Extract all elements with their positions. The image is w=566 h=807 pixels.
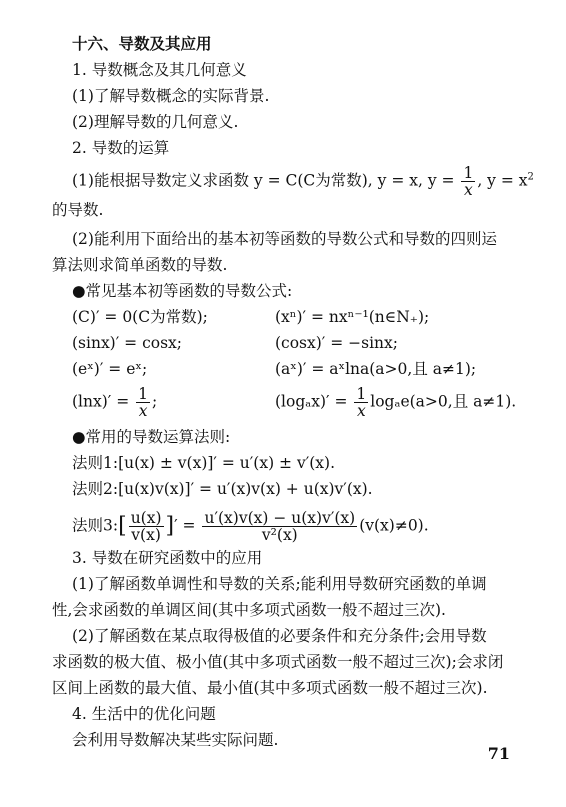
formula-heading: ●常见基本初等函数的导数公式: (72, 282, 293, 300)
section-1-title: 1. 导数概念及其几何意义 (72, 61, 247, 79)
fraction-one-over-x (461, 165, 475, 198)
rules-heading: ●常用的导数运算法则: (72, 428, 231, 446)
section-3-item-2-line-2: 求函数的极大值、极小值(其中多项式函数一般不超过三次);会求闭 (52, 653, 504, 671)
f4-left-text-a: (lnx)′ = (72, 392, 135, 411)
formula-1-right: (xⁿ)′ = nxⁿ⁻¹(n∈N₊); (275, 308, 430, 326)
f4-left-text-b: ; (152, 392, 158, 411)
fraction-denominator: x (356, 402, 366, 420)
section-3-title: 3. 导数在研究函数中的应用 (72, 549, 263, 567)
fraction-denominator: v(x) (131, 526, 161, 544)
section-2-title: 2. 导数的运算 (72, 139, 170, 157)
s2-item1-text-a: (1)能根据导数定义求函数 y = C(C为常数), y = x, y = (72, 171, 460, 190)
section-1-item-2: (2)理解导数的几何意义. (72, 113, 239, 131)
section-3-item-1-line-2: 性,会求函数的单调区间(其中多项式函数一般不超过三次). (52, 601, 446, 619)
section-4-title: 4. 生活中的优化问题 (72, 705, 216, 723)
section-3-item-2-line-3: 区间上函数的最大值、最小值(其中多项式函数一般不超过三次). (52, 679, 488, 697)
fraction-one-over-x (136, 386, 150, 419)
rule-1: 法则1:[u(x) ± v(x)]′ = u′(x) ± v′(x). (72, 454, 336, 472)
fraction-denominator: x (464, 181, 473, 199)
section-2-item-1-cont: 的导数. (52, 201, 104, 219)
s2-item1-text-b: , y = x (477, 171, 528, 190)
exponent-two: 2 (527, 171, 534, 183)
fraction-numerator: u(x) (130, 509, 162, 527)
fraction-denominator: x (138, 402, 148, 420)
section-3-item-2-line-1: (2)了解函数在某点取得极值的必要条件和充分条件;会用导数 (72, 627, 487, 645)
formula-4-right (275, 386, 516, 419)
section-2-item-2-line-1: (2)能利用下面给出的基本初等函数的导数公式和导数的四则运 (72, 230, 497, 248)
formula-3-right: (aˣ)′ = aˣlna(a>0,且 a≠1); (275, 360, 477, 378)
fraction-numerator: u′(x)v(x) − u(x)v′(x) (204, 509, 356, 527)
fraction-u-over-v (129, 510, 164, 543)
rule-2: 法则2:[u(x)v(x)]′ = u′(x)v(x) + u(x)v′(x). (72, 480, 373, 498)
fraction-quotient-rule (202, 510, 357, 543)
section-4-item-1: 会利用导数解决某些实际问题. (72, 731, 279, 749)
section-1-item-1: (1)了解导数概念的实际背景. (72, 87, 270, 105)
formula-4-left (72, 386, 157, 419)
fraction-denominator: v²(x) (261, 526, 298, 544)
formula-2-left: (sinx)′ = cosx; (72, 334, 183, 352)
section-2-item-2-line-2: 算法则求简单函数的导数. (52, 256, 228, 274)
f4-right-text-a: (logₐx)′ = (275, 392, 353, 411)
rule-3-condition: (v(x)≠0). (359, 516, 429, 535)
fraction-numerator: 1 (463, 164, 474, 182)
right-bracket: ] (165, 513, 175, 539)
rule-3 (72, 510, 429, 543)
fraction-one-over-x (354, 386, 368, 419)
fraction-numerator: 1 (138, 385, 149, 403)
formula-3-left: (eˣ)′ = eˣ; (72, 360, 148, 378)
formula-1-left: (C)′ = 0(C为常数); (72, 308, 208, 326)
page-number: 71 (487, 744, 510, 763)
rule-3-label: 法则3: (72, 516, 119, 535)
f4-right-text-b: logₐe(a>0,且 a≠1). (370, 392, 517, 411)
section-3-item-1-line-1: (1)了解函数单调性和导数的关系;能利用导数研究函数的单调 (72, 575, 487, 593)
chapter-title: 十六、导数及其应用 (72, 34, 212, 53)
section-2-item-1 (72, 165, 534, 198)
formula-2-right: (cosx)′ = −sinx; (275, 334, 399, 352)
fraction-numerator: 1 (356, 385, 367, 403)
left-bracket: [ (118, 513, 127, 539)
rule-3-prime: ′ = (174, 516, 201, 535)
